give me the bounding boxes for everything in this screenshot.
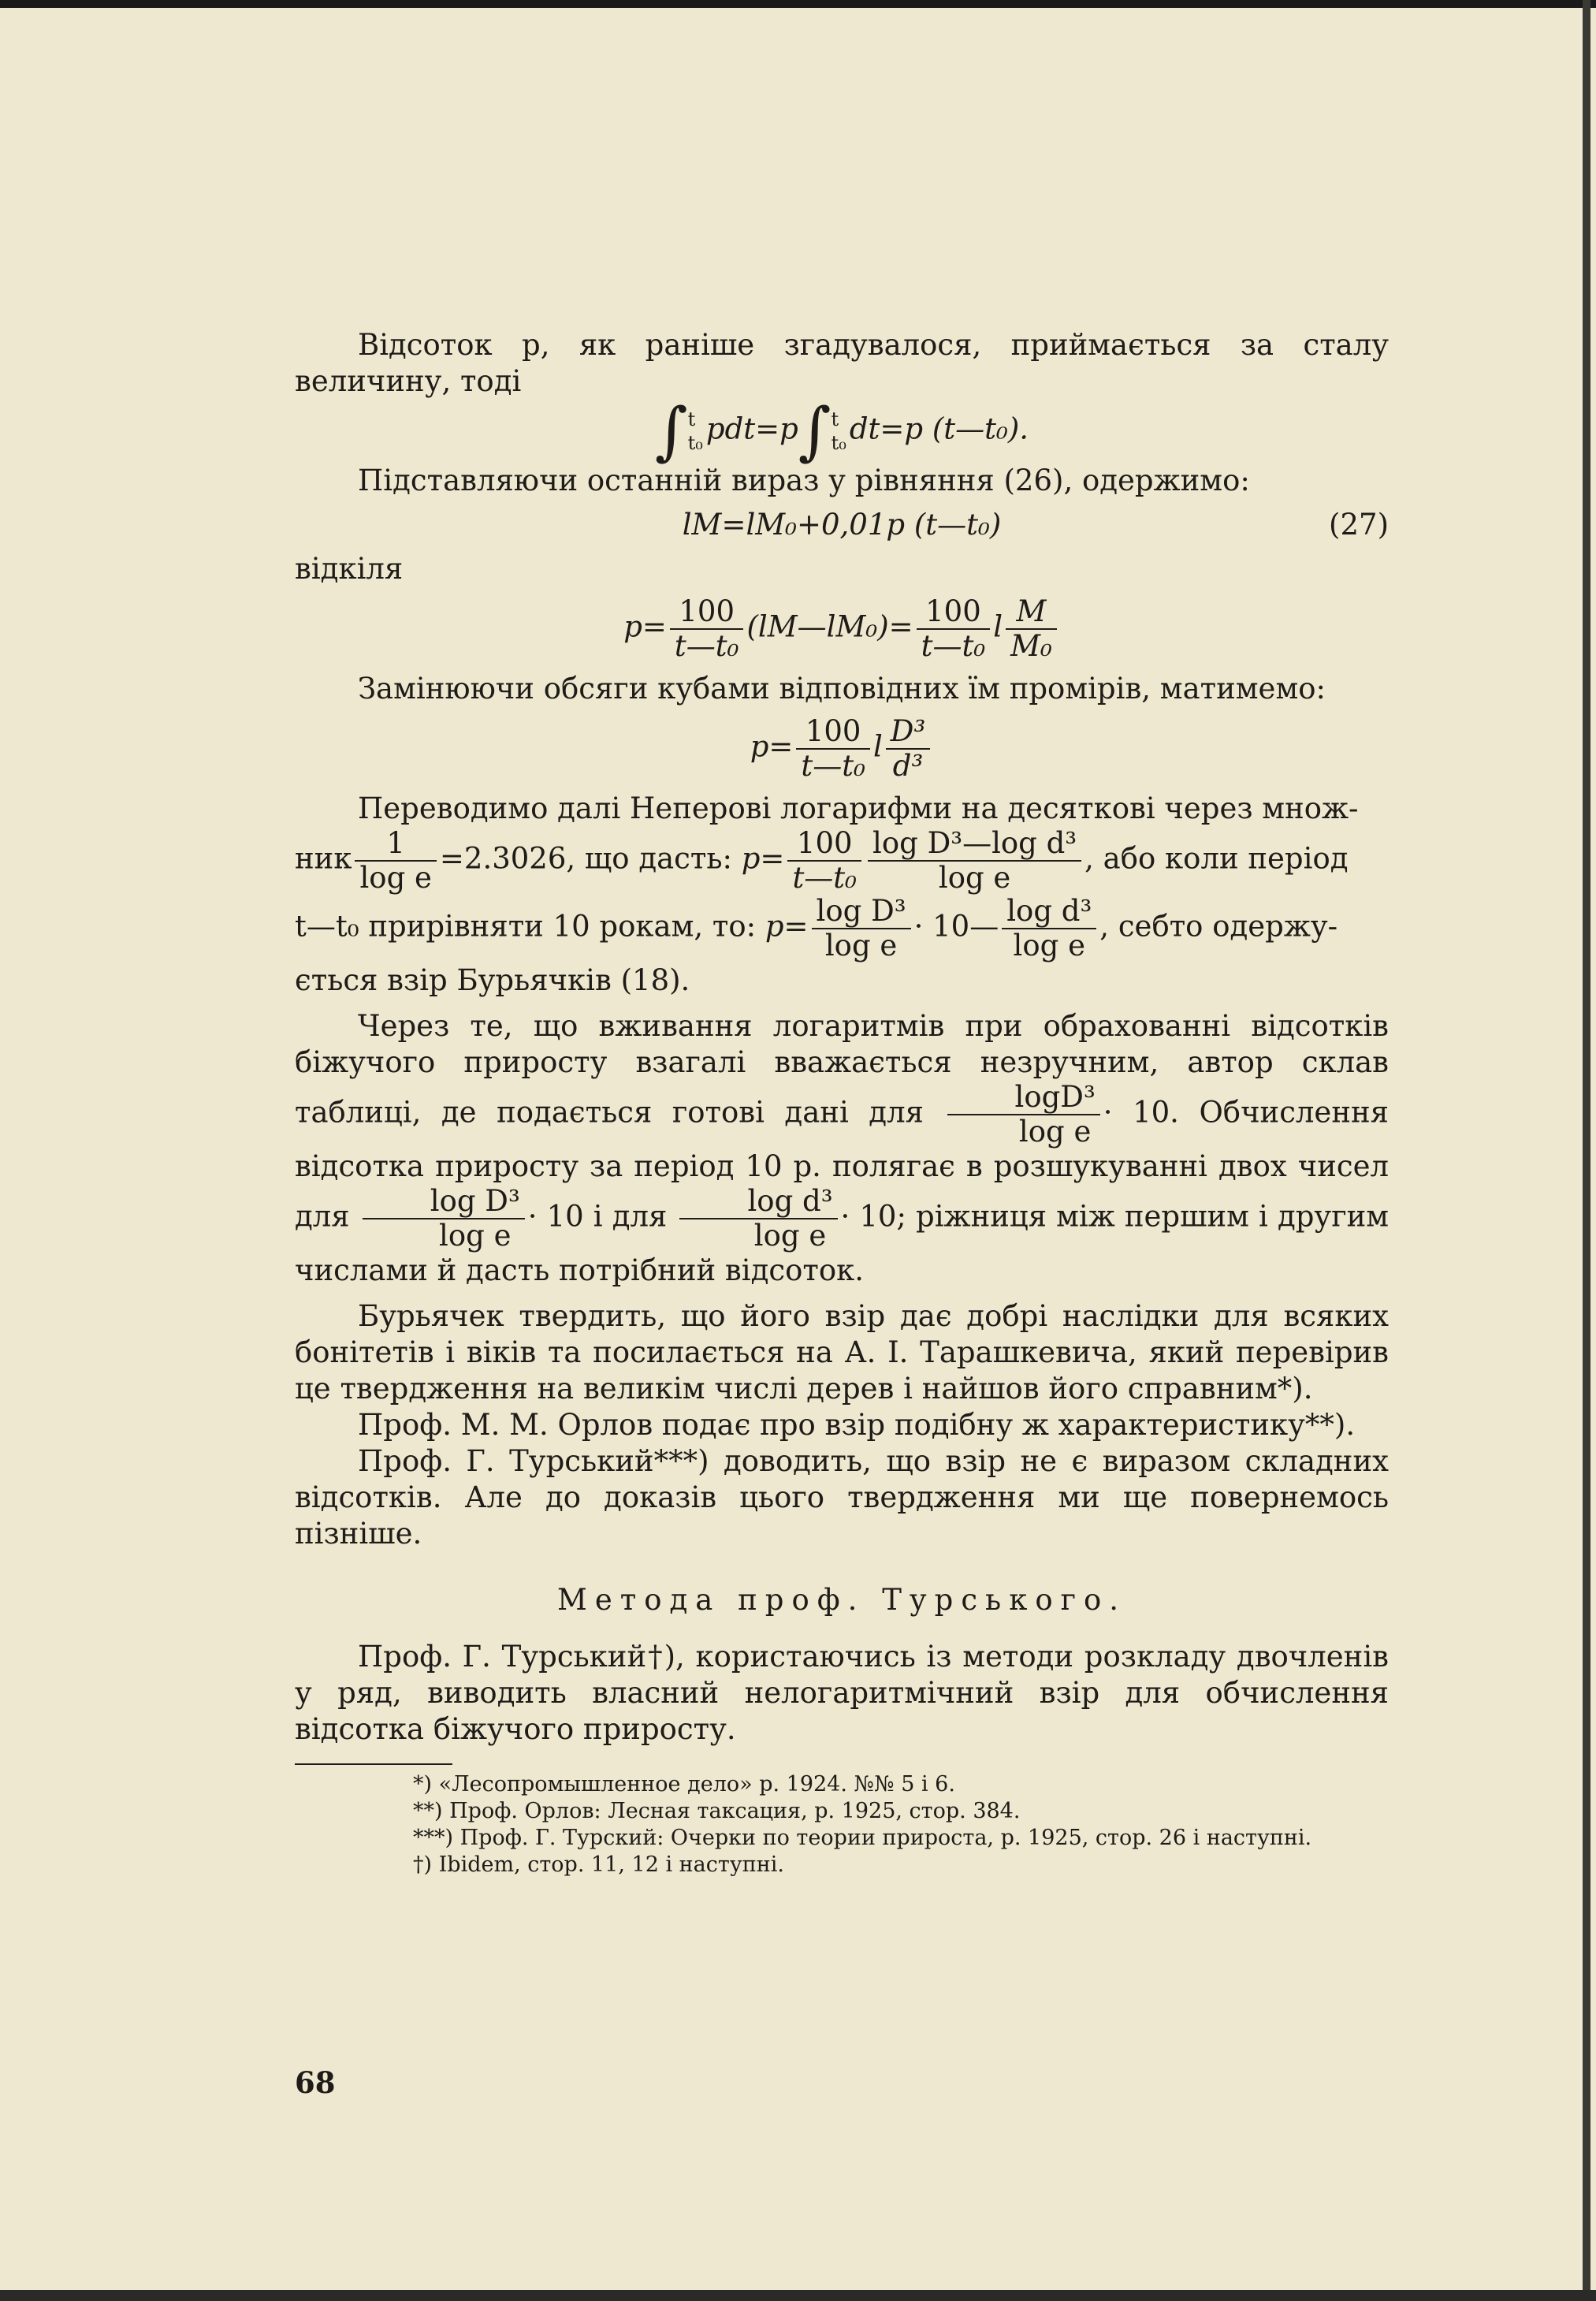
equation-integral [295,394,1389,467]
paragraph-3: Замінюючи обсяги кубами відповідних їм промірів, матимемо: [358,672,1326,706]
paragraph-7: Проф. М. М. Орлов подає про взір подібну ж характеристику**). [358,1408,1356,1442]
paragraph-8: Проф. Г. Турський***) доводить, що взір не є виразом складних відсотків. Але до доказів цього твердження ми ще повернемось пізніше. [295,1444,1389,1551]
para4-line3 [295,895,1389,962]
integral-left: pdt=p [705,411,798,446]
eq-p2-num1: 100 [796,715,870,750]
para5-frac3 [679,1185,837,1253]
eq-p1-frac1 [670,595,744,663]
paragraph-1: Відсоток p, як раніше згадувалося, приймається за сталу величину, тоді [295,328,1389,398]
para4-frac1-den: log e [359,861,432,895]
eq-p2-num2: D³ [886,715,931,750]
paragraph-2: Підставляючи останній вираз у рівняння (26), одержимо: [358,464,1250,497]
page-number: 68 [295,2065,336,2100]
para5-text3: · 10 і для [527,1199,668,1234]
para4-frac5-num: log d³ [1002,895,1096,929]
para4-frac1-num: 1 [355,827,436,862]
whence-word: відкіля [295,552,404,586]
paragraph-5 [295,1008,1389,1289]
para5-frac3-num: log d³ [679,1185,837,1219]
eq-p2-den2: d³ [892,749,924,783]
eq-p2-frac2 [886,715,931,783]
integral-right: dt=p (t—t₀). [849,411,1029,446]
eq-p1-frac2 [917,595,991,663]
para5-frac2-den: log e [439,1219,512,1253]
para4-mult: · 10— [913,909,999,944]
scan-bottom-border [0,2290,1596,2301]
para4-frac3-num: log D³—log d³ [868,827,1081,862]
para4-line2 [295,827,1389,895]
para5-text2: · 10. Обчислення відсотка приросту за період 10 р. полягає в розшукуванні двох чисел для [295,1095,1389,1234]
integral-lower: t₀ [687,432,703,454]
eq-p1-den3: M₀ [1010,629,1052,663]
para4-frac1 [355,827,436,895]
page-body [295,327,1389,1878]
paragraph-9: Проф. Г. Турський†), користаючись із методи розкладу двочленів у ряд, виводить власний нелогаритмічний взір для обчислення відсотка біжучого приросту. [295,1640,1389,1746]
eq-p2-l: l [872,729,883,764]
para4-or-when: , або коли період [1084,841,1349,876]
para4-t-text: t—t₀ прирівняти 10 рокам, то: [295,909,757,944]
para4-frac3 [868,827,1081,895]
equation-p2 [295,715,1389,783]
para4-frac2-den: t—t₀ [792,861,858,895]
integral-upper-2: t [831,408,839,430]
eq-p1-den2: t—t₀ [921,629,986,663]
integral-lower-2: t₀ [831,432,846,454]
eq-p1-num3: M [1006,595,1057,630]
eq-p2-den1: t—t₀ [801,749,865,783]
para4-frac4-num: log D³ [812,895,911,929]
eq-p1-mid: (lM—lM₀)= [746,609,913,644]
eq-p2-frac1 [796,715,870,783]
scan-right-border [1583,0,1590,2301]
eq-p1-frac3 [1006,595,1057,663]
paragraph-6: Бурьячек твердить, що його взір дає добрі наслідки для всяких бонітетів і віків та посилається на А. І. Тарашкевича, який перевірив це твердження на великім числі дерев і найшов його справним*). [295,1299,1389,1406]
para4-frac4 [812,895,911,962]
para4-line1: Переводимо далі Неперові логарифми на десяткові через множ- [358,791,1359,825]
para4-frac2-num: 100 [787,827,861,862]
para4-nik: ник [295,841,352,876]
para4-frac2 [787,827,861,895]
para5-frac2 [363,1185,525,1253]
eq-p1-lhs: p= [623,609,667,644]
para5-frac3-den: log e [753,1219,827,1253]
scan-top-border [0,0,1596,8]
equation-p1 [295,595,1389,663]
eq-p2-lhs: p= [750,729,794,764]
para4-frac5-den: log e [1013,929,1085,962]
eq-p1-den1: t—t₀ [674,629,739,663]
equation-27-number: (27) [1329,508,1389,542]
integral-limits [688,408,703,455]
footnote-rule [295,1763,452,1765]
para4-last: ється взір Бурьячків (18). [295,963,690,997]
eq-p1-num1: 100 [670,595,744,630]
equation-27-text: lM=lM₀+0,01p (t—t₀) [682,508,1002,542]
footnote-3: ***) Проф. Г. Турский: Очерки по теории прироста, р. 1925, стор. 26 і наступні. [413,1826,1312,1850]
footnotes [295,1771,1389,1878]
equation-27 [295,507,1389,543]
footnote-2: **) Проф. Орлов: Лесная таксация, р. 1925, стор. 384. [413,1799,1021,1823]
para4-frac4-den: log e [824,929,898,962]
integral-sign: ∫ [654,394,688,467]
footnote-4: †) Ibidem, стор. 11, 12 і наступні. [413,1852,784,1877]
paragraph-4 [295,791,1389,999]
para5-frac1-num: logD³ [947,1081,1100,1115]
eq-p1-num2: 100 [917,595,991,630]
integral-sign-2: ∫ [798,394,831,467]
para5-text4: · 10; ріжниця між першим і другим числами й дасть потрібний відсоток. [295,1199,1390,1287]
para5-frac1-den: log e [1018,1115,1092,1149]
para5-text1: Через те, що вживання логаритмів при обрахованні відсотків біжучого приросту взагалі вважається незручним, автор склав таблиці, де подається готові дані для [295,1009,1389,1130]
para4-p-eq: p= [741,841,785,876]
section-title: Метода проф. Турського. [556,1583,1127,1617]
para4-frac5 [1002,895,1096,962]
para5-frac1 [947,1081,1100,1149]
para4-tail: , себто одержу- [1099,909,1338,944]
eq-p1-l: l [993,609,1003,644]
para5-frac2-num: log D³ [363,1185,525,1219]
para4-p-eq2: p= [765,909,809,944]
integral-upper: t [687,408,696,430]
footnote-1: *) «Лесопромышленное дело» р. 1924. №№ 5 і 6. [413,1772,955,1796]
para4-eq-text: =2.3026, що дасть: [439,841,732,876]
para4-frac3-den: log e [938,861,1011,895]
integral-limits-2 [831,408,846,455]
